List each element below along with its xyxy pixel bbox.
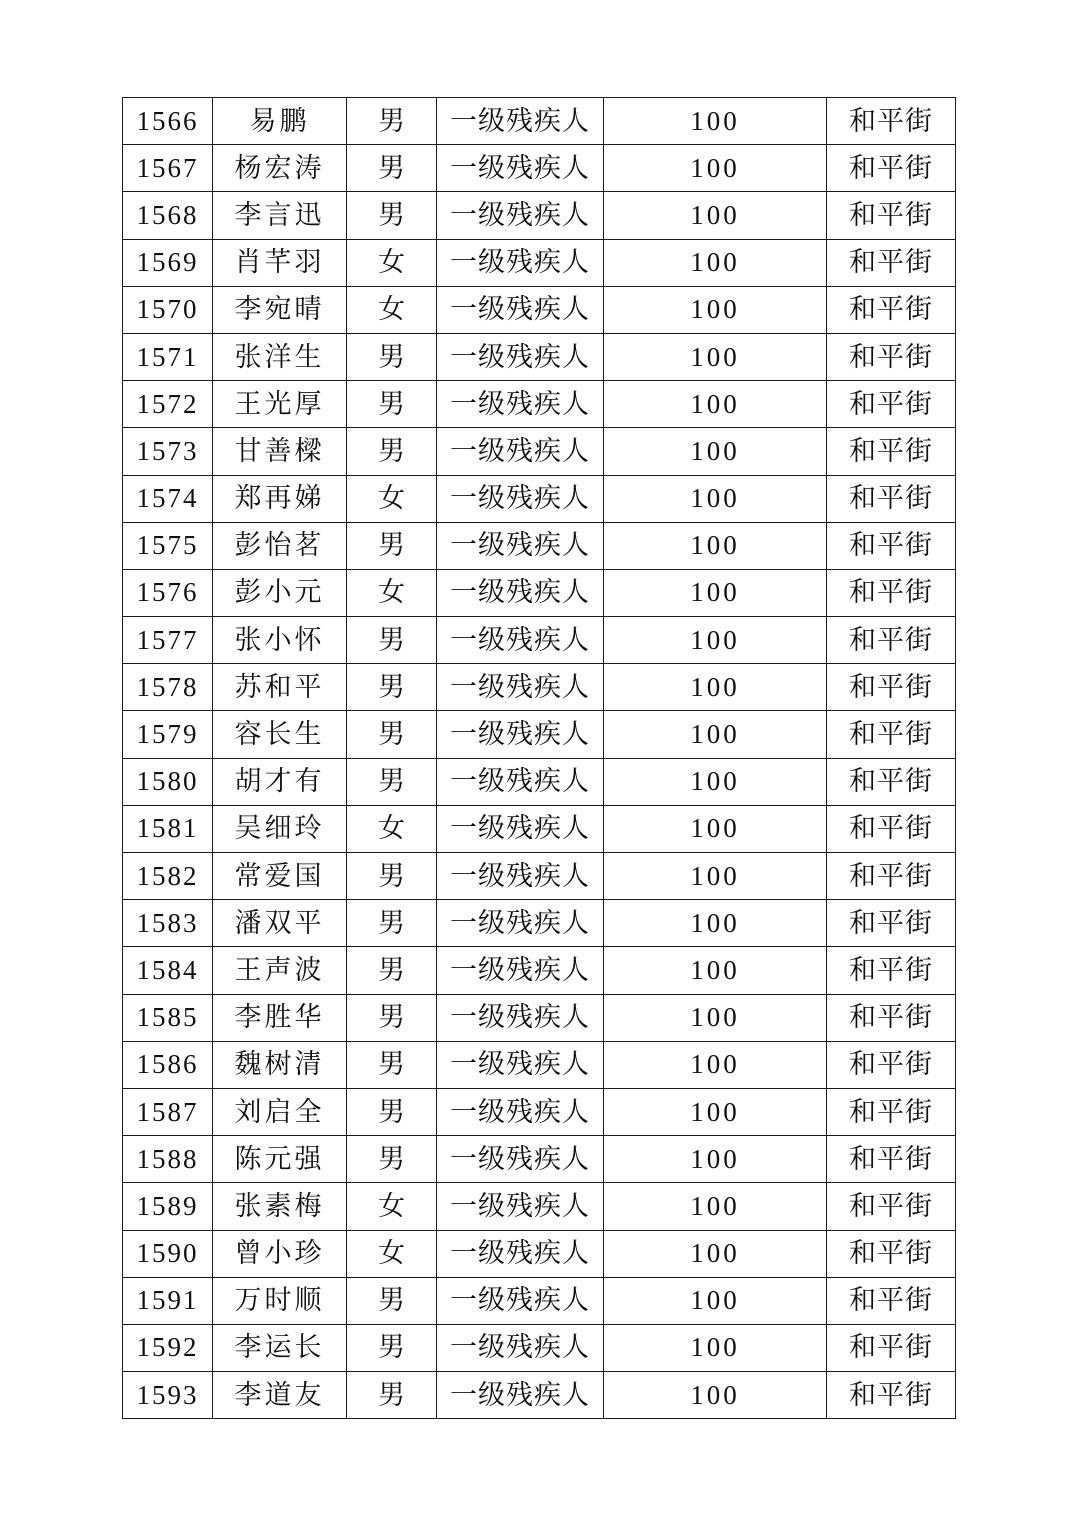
gender-cell: 男 [347, 1277, 437, 1324]
street-cell: 和平街 [827, 569, 956, 616]
name-cell: 郑再娣 [213, 475, 347, 522]
serial-number-cell: 1589 [123, 1183, 213, 1230]
street-cell: 和平街 [827, 428, 956, 475]
amount-cell: 100 [604, 1088, 827, 1135]
table-row [123, 805, 956, 852]
name-cell: 彭小元 [213, 569, 347, 616]
street-cell: 和平街 [827, 145, 956, 192]
disability-category-cell: 一级残疾人 [437, 1324, 604, 1371]
name-cell: 张洋生 [213, 333, 347, 380]
name-cell: 刘启全 [213, 1088, 347, 1135]
street-cell: 和平街 [827, 994, 956, 1041]
table-row [123, 664, 956, 711]
amount-cell: 100 [604, 333, 827, 380]
serial-number-cell: 1588 [123, 1136, 213, 1183]
name-cell: 彭怡茗 [213, 522, 347, 569]
amount-cell: 100 [604, 286, 827, 333]
name-cell: 王声波 [213, 947, 347, 994]
gender-cell: 男 [347, 333, 437, 380]
table-row [123, 1277, 956, 1324]
name-cell: 陈元强 [213, 1136, 347, 1183]
street-cell: 和平街 [827, 617, 956, 664]
gender-cell: 男 [347, 900, 437, 947]
gender-cell: 男 [347, 1372, 437, 1419]
street-cell: 和平街 [827, 1088, 956, 1135]
amount-cell: 100 [604, 145, 827, 192]
serial-number-cell: 1591 [123, 1277, 213, 1324]
amount-cell: 100 [604, 664, 827, 711]
disability-category-cell: 一级残疾人 [437, 475, 604, 522]
street-cell: 和平街 [827, 1136, 956, 1183]
street-cell: 和平街 [827, 1324, 956, 1371]
name-cell: 李言迅 [213, 192, 347, 239]
gender-cell: 女 [347, 1183, 437, 1230]
disability-category-cell: 一级残疾人 [437, 428, 604, 475]
name-cell: 张小怀 [213, 617, 347, 664]
table-row [123, 333, 956, 380]
serial-number-cell: 1569 [123, 239, 213, 286]
amount-cell: 100 [604, 239, 827, 286]
disability-category-cell: 一级残疾人 [437, 1088, 604, 1135]
disability-category-cell: 一级残疾人 [437, 239, 604, 286]
disability-category-cell: 一级残疾人 [437, 711, 604, 758]
disability-category-cell: 一级残疾人 [437, 1230, 604, 1277]
gender-cell: 男 [347, 1136, 437, 1183]
serial-number-cell: 1575 [123, 522, 213, 569]
street-cell: 和平街 [827, 853, 956, 900]
gender-cell: 男 [347, 758, 437, 805]
serial-number-cell: 1584 [123, 947, 213, 994]
serial-number-cell: 1586 [123, 1041, 213, 1088]
street-cell: 和平街 [827, 1277, 956, 1324]
gender-cell: 男 [347, 947, 437, 994]
table-row [123, 1183, 956, 1230]
street-cell: 和平街 [827, 947, 956, 994]
gender-cell: 男 [347, 428, 437, 475]
amount-cell: 100 [604, 805, 827, 852]
name-cell: 魏树清 [213, 1041, 347, 1088]
disability-category-cell: 一级残疾人 [437, 805, 604, 852]
amount-cell: 100 [604, 192, 827, 239]
serial-number-cell: 1570 [123, 286, 213, 333]
gender-cell: 女 [347, 286, 437, 333]
name-cell: 万时顺 [213, 1277, 347, 1324]
name-cell: 常爱国 [213, 853, 347, 900]
disability-category-cell: 一级残疾人 [437, 522, 604, 569]
disability-category-cell: 一级残疾人 [437, 1136, 604, 1183]
gender-cell: 男 [347, 145, 437, 192]
disability-category-cell: 一级残疾人 [437, 900, 604, 947]
name-cell: 杨宏涛 [213, 145, 347, 192]
serial-number-cell: 1590 [123, 1230, 213, 1277]
gender-cell: 男 [347, 98, 437, 145]
name-cell: 容长生 [213, 711, 347, 758]
serial-number-cell: 1578 [123, 664, 213, 711]
disability-category-cell: 一级残疾人 [437, 1183, 604, 1230]
name-cell: 甘善樑 [213, 428, 347, 475]
name-cell: 吴细玲 [213, 805, 347, 852]
amount-cell: 100 [604, 711, 827, 758]
name-cell: 李胜华 [213, 994, 347, 1041]
street-cell: 和平街 [827, 1230, 956, 1277]
gender-cell: 男 [347, 1324, 437, 1371]
serial-number-cell: 1572 [123, 381, 213, 428]
amount-cell: 100 [604, 853, 827, 900]
table-row [123, 1088, 956, 1135]
amount-cell: 100 [604, 947, 827, 994]
street-cell: 和平街 [827, 805, 956, 852]
gender-cell: 男 [347, 994, 437, 1041]
table-row [123, 381, 956, 428]
gender-cell: 男 [347, 381, 437, 428]
name-cell: 王光厚 [213, 381, 347, 428]
table-row [123, 1136, 956, 1183]
table-row [123, 758, 956, 805]
gender-cell: 男 [347, 1088, 437, 1135]
disability-category-cell: 一级残疾人 [437, 994, 604, 1041]
serial-number-cell: 1571 [123, 333, 213, 380]
disability-category-cell: 一级残疾人 [437, 333, 604, 380]
street-cell: 和平街 [827, 664, 956, 711]
street-cell: 和平街 [827, 475, 956, 522]
table-row [123, 1230, 956, 1277]
street-cell: 和平街 [827, 758, 956, 805]
name-cell: 李运长 [213, 1324, 347, 1371]
street-cell: 和平街 [827, 192, 956, 239]
name-cell: 李道友 [213, 1372, 347, 1419]
street-cell: 和平街 [827, 1041, 956, 1088]
table-row [123, 98, 956, 145]
disability-category-cell: 一级残疾人 [437, 947, 604, 994]
street-cell: 和平街 [827, 900, 956, 947]
serial-number-cell: 1582 [123, 853, 213, 900]
amount-cell: 100 [604, 428, 827, 475]
table-row [123, 994, 956, 1041]
amount-cell: 100 [604, 522, 827, 569]
gender-cell: 女 [347, 1230, 437, 1277]
name-cell: 胡才有 [213, 758, 347, 805]
gender-cell: 男 [347, 664, 437, 711]
disability-category-cell: 一级残疾人 [437, 286, 604, 333]
table-row [123, 1372, 956, 1419]
disability-category-cell: 一级残疾人 [437, 1277, 604, 1324]
amount-cell: 100 [604, 1324, 827, 1371]
gender-cell: 男 [347, 1041, 437, 1088]
table-row [123, 475, 956, 522]
street-cell: 和平街 [827, 98, 956, 145]
amount-cell: 100 [604, 1041, 827, 1088]
street-cell: 和平街 [827, 711, 956, 758]
gender-cell: 女 [347, 569, 437, 616]
gender-cell: 女 [347, 239, 437, 286]
table-row [123, 192, 956, 239]
table-row [123, 428, 956, 475]
serial-number-cell: 1587 [123, 1088, 213, 1135]
disability-category-cell: 一级残疾人 [437, 853, 604, 900]
gender-cell: 女 [347, 805, 437, 852]
name-cell: 苏和平 [213, 664, 347, 711]
serial-number-cell: 1593 [123, 1372, 213, 1419]
gender-cell: 男 [347, 522, 437, 569]
street-cell: 和平街 [827, 239, 956, 286]
table-row [123, 617, 956, 664]
street-cell: 和平街 [827, 286, 956, 333]
table-row [123, 900, 956, 947]
gender-cell: 男 [347, 853, 437, 900]
disability-category-cell: 一级残疾人 [437, 192, 604, 239]
gender-cell: 女 [347, 475, 437, 522]
roster-table-body [123, 98, 956, 1419]
amount-cell: 100 [604, 569, 827, 616]
serial-number-cell: 1574 [123, 475, 213, 522]
serial-number-cell: 1580 [123, 758, 213, 805]
serial-number-cell: 1583 [123, 900, 213, 947]
amount-cell: 100 [604, 617, 827, 664]
amount-cell: 100 [604, 758, 827, 805]
name-cell: 曾小珍 [213, 1230, 347, 1277]
amount-cell: 100 [604, 98, 827, 145]
name-cell: 潘双平 [213, 900, 347, 947]
serial-number-cell: 1579 [123, 711, 213, 758]
table-row [123, 286, 956, 333]
serial-number-cell: 1576 [123, 569, 213, 616]
amount-cell: 100 [604, 1183, 827, 1230]
street-cell: 和平街 [827, 1372, 956, 1419]
name-cell: 李宛晴 [213, 286, 347, 333]
amount-cell: 100 [604, 1230, 827, 1277]
gender-cell: 男 [347, 711, 437, 758]
serial-number-cell: 1577 [123, 617, 213, 664]
table-row [123, 569, 956, 616]
serial-number-cell: 1592 [123, 1324, 213, 1371]
amount-cell: 100 [604, 994, 827, 1041]
roster-table [122, 97, 956, 1419]
disability-category-cell: 一级残疾人 [437, 98, 604, 145]
serial-number-cell: 1585 [123, 994, 213, 1041]
street-cell: 和平街 [827, 381, 956, 428]
name-cell: 张素梅 [213, 1183, 347, 1230]
amount-cell: 100 [604, 900, 827, 947]
table-row [123, 1324, 956, 1371]
table-row [123, 853, 956, 900]
table-row [123, 145, 956, 192]
table-row [123, 711, 956, 758]
gender-cell: 男 [347, 192, 437, 239]
serial-number-cell: 1568 [123, 192, 213, 239]
disability-category-cell: 一级残疾人 [437, 569, 604, 616]
disability-category-cell: 一级残疾人 [437, 381, 604, 428]
table-row [123, 947, 956, 994]
street-cell: 和平街 [827, 333, 956, 380]
street-cell: 和平街 [827, 1183, 956, 1230]
street-cell: 和平街 [827, 522, 956, 569]
amount-cell: 100 [604, 1277, 827, 1324]
serial-number-cell: 1567 [123, 145, 213, 192]
serial-number-cell: 1573 [123, 428, 213, 475]
table-row [123, 239, 956, 286]
disability-category-cell: 一级残疾人 [437, 1041, 604, 1088]
disability-category-cell: 一级残疾人 [437, 617, 604, 664]
name-cell: 易鹏 [213, 98, 347, 145]
disability-category-cell: 一级残疾人 [437, 145, 604, 192]
disability-category-cell: 一级残疾人 [437, 758, 604, 805]
amount-cell: 100 [604, 475, 827, 522]
amount-cell: 100 [604, 1372, 827, 1419]
table-row [123, 522, 956, 569]
disability-category-cell: 一级残疾人 [437, 1372, 604, 1419]
gender-cell: 男 [347, 617, 437, 664]
serial-number-cell: 1566 [123, 98, 213, 145]
table-row [123, 1041, 956, 1088]
amount-cell: 100 [604, 1136, 827, 1183]
disability-category-cell: 一级残疾人 [437, 664, 604, 711]
serial-number-cell: 1581 [123, 805, 213, 852]
amount-cell: 100 [604, 381, 827, 428]
name-cell: 肖芊羽 [213, 239, 347, 286]
